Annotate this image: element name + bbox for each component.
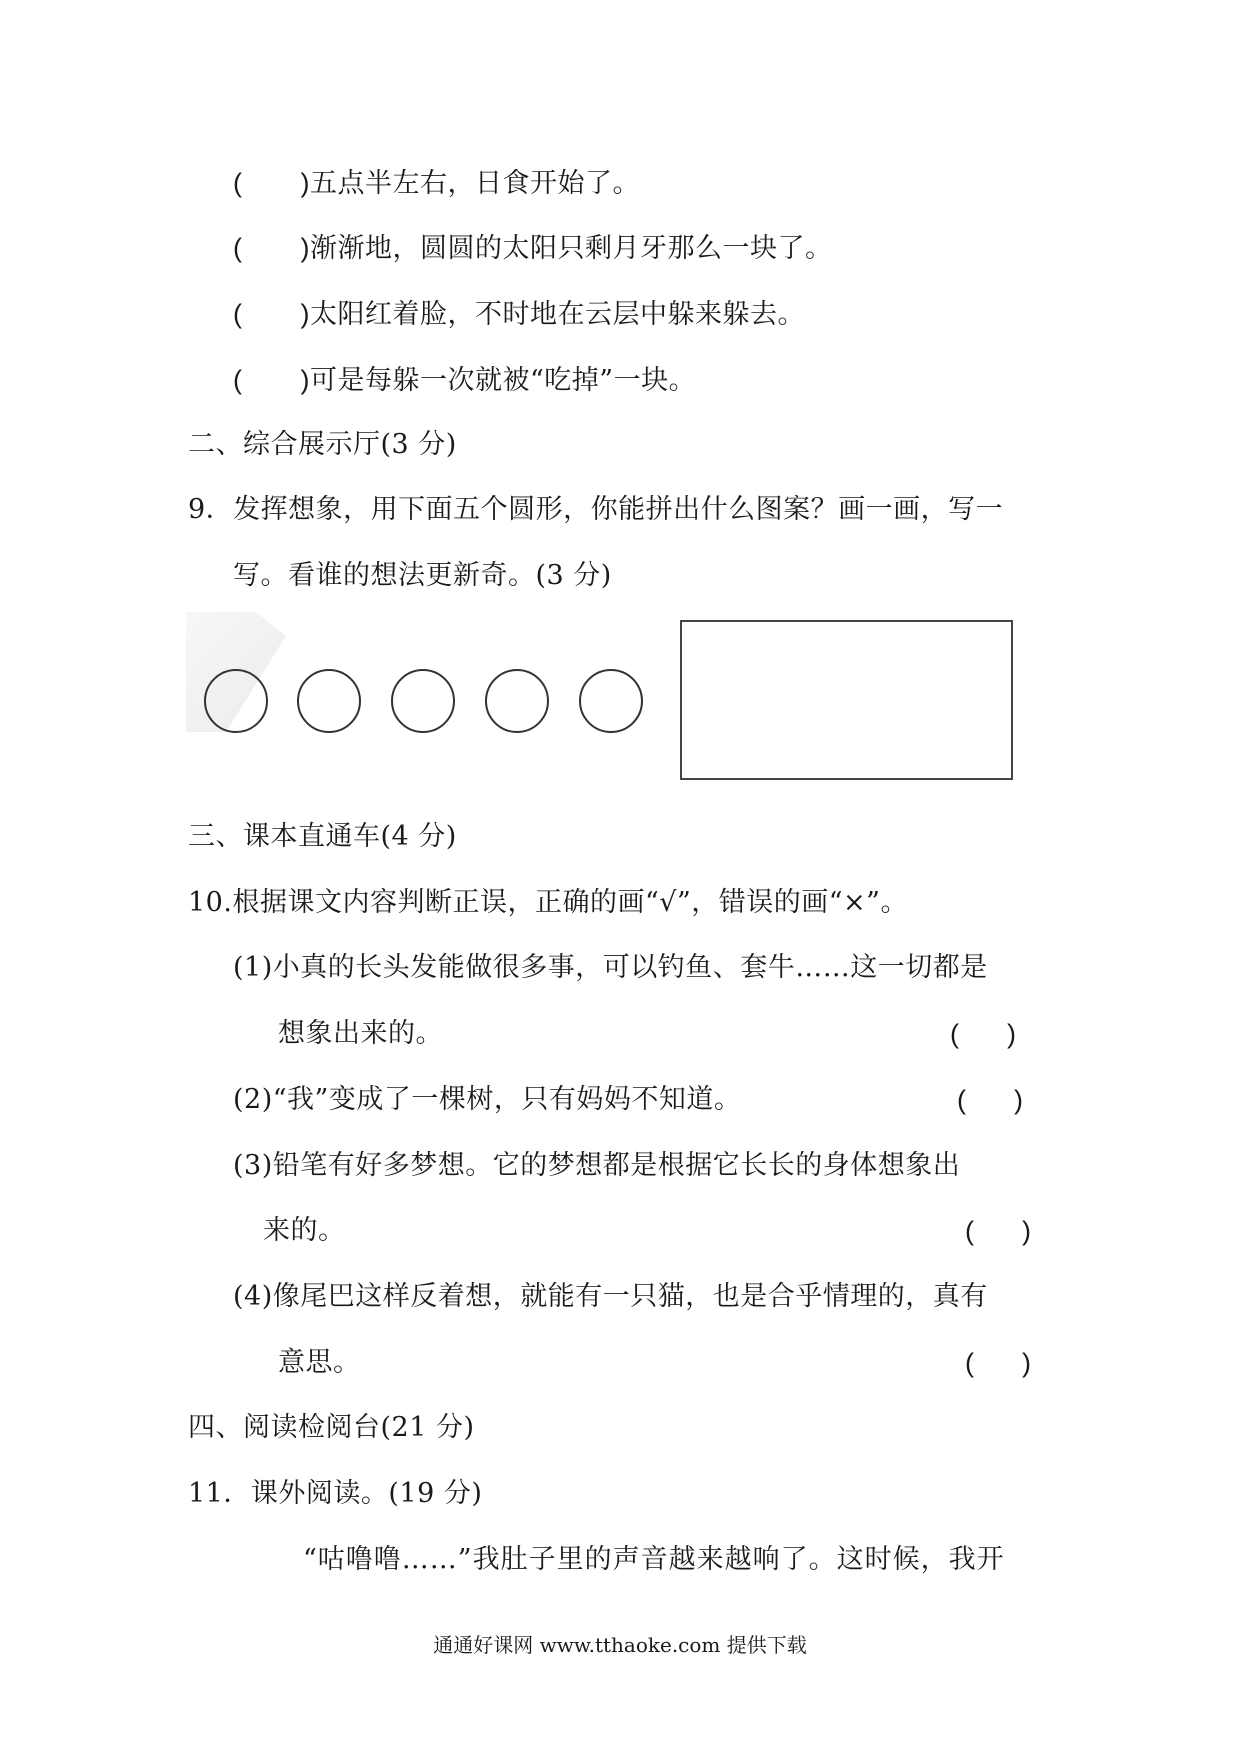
- order-paren-close: ): [300, 233, 310, 263]
- order-item-3: [233, 297, 805, 332]
- order-paren-close: ): [300, 365, 310, 395]
- question-9-line-1: 9．发挥想象，用下面五个圆形，你能拼出什么图案？画一画，写一: [188, 494, 1004, 525]
- order-item-text: 渐渐地，圆圆的太阳只剩月牙那么一块了。: [310, 233, 833, 264]
- order-item-2: [233, 231, 833, 266]
- section-four-heading: 四、阅读检阅台(21 分): [188, 1412, 475, 1443]
- order-item-text: 太阳红着脸，不时地在云层中躲来躲去。: [310, 299, 805, 330]
- q10-item-1-line-2: 想象出来的。: [278, 1018, 443, 1049]
- circle-shape: [204, 669, 268, 733]
- order-paren-close: ): [300, 299, 310, 329]
- question-10: 10.根据课文内容判断正误，正确的画“√”，错误的画“×”。: [188, 887, 908, 918]
- q10-item-4-answer[interactable]: ( ): [965, 1348, 1031, 1378]
- section-three-heading: 三、课本直通车(4 分): [188, 821, 457, 852]
- drawing-area[interactable]: [680, 620, 1013, 780]
- question-9-line-2: 写。看谁的想法更新奇。(3 分): [233, 560, 612, 591]
- q10-item-4-line-1: (4)像尾巴这样反着想，就能有一只猫，也是合乎情理的，真有: [233, 1281, 988, 1312]
- q10-item-1-answer[interactable]: ( ): [950, 1019, 1016, 1049]
- circle-shape: [297, 669, 361, 733]
- order-paren-open: (: [233, 299, 243, 329]
- q10-item-3-line-1: (3)铅笔有好多梦想。它的梦想都是根据它长长的身体想象出: [233, 1150, 961, 1181]
- order-paren-open: (: [233, 365, 243, 395]
- section-two-heading: 二、综合展示厅(3 分): [188, 429, 457, 460]
- circle-shape: [391, 669, 455, 733]
- order-item-1: [233, 166, 640, 201]
- order-paren-close: ): [300, 168, 310, 198]
- question-11: 11．课外阅读。(19 分): [188, 1478, 483, 1509]
- order-item-text: 可是每躲一次就被“吃掉”一块。: [310, 365, 697, 396]
- order-item-text: 五点半左右，日食开始了。: [310, 168, 640, 199]
- q10-item-4-line-2: 意思。: [278, 1347, 361, 1378]
- order-item-4: [233, 363, 696, 398]
- order-paren-open: (: [233, 233, 243, 263]
- q10-item-2-line-1: (2)“我”变成了一棵树，只有妈妈不知道。: [233, 1084, 742, 1115]
- q10-item-3-answer[interactable]: ( ): [965, 1216, 1031, 1246]
- q10-item-2-answer[interactable]: ( ): [957, 1085, 1023, 1115]
- circle-shape: [579, 669, 643, 733]
- order-paren-open: (: [233, 168, 243, 198]
- q10-item-3-line-2: 来的。: [263, 1215, 346, 1246]
- reading-passage-start: “咕噜噜……”我肚子里的声音越来越响了。这时候，我开: [303, 1544, 1005, 1575]
- circle-shape: [485, 669, 549, 733]
- footer-credit: 通通好课网 www.tthaoke.com 提供下载: [433, 1633, 807, 1657]
- q10-item-1-line-1: (1)小真的长头发能做很多事，可以钓鱼、套牛……这一切都是: [233, 952, 988, 983]
